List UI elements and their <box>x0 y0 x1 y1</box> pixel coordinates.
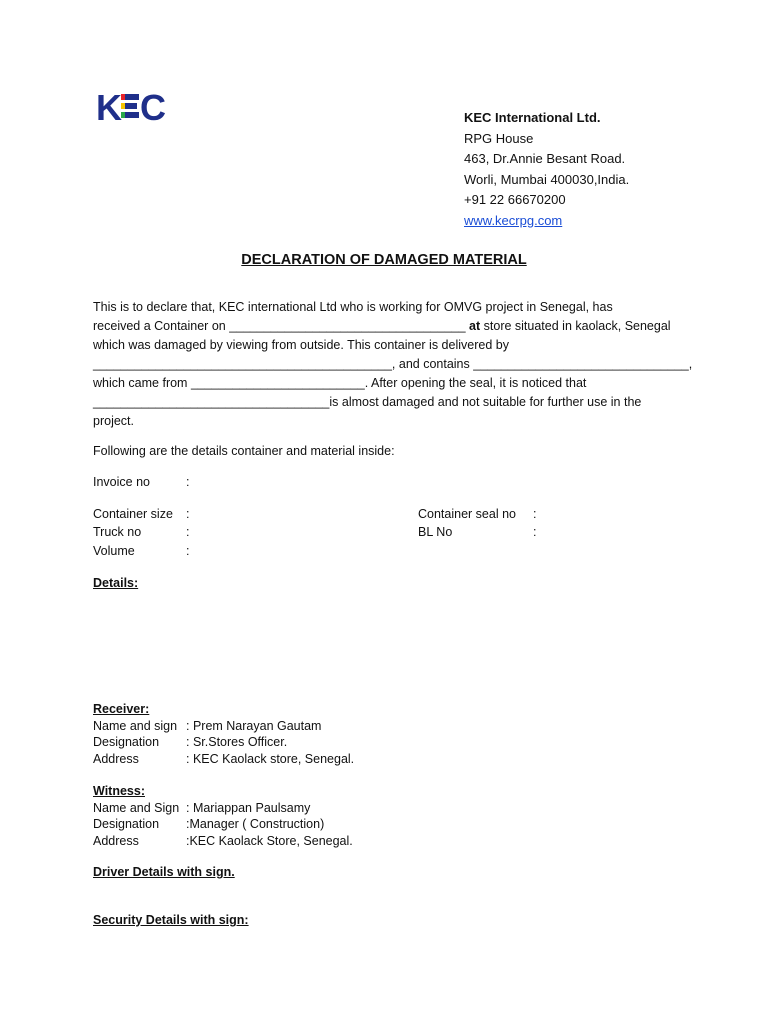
row-label: Designation <box>93 817 160 831</box>
colon: : <box>533 525 537 539</box>
paragraph-line: project. <box>93 414 134 428</box>
paragraph-line: which was damaged by viewing from outside. This container is delivered by <box>93 338 509 352</box>
receiver-section <box>93 701 354 767</box>
address-line: Worli, Mumbai 400030,India. <box>464 171 630 187</box>
receiver-row <box>93 718 354 735</box>
paragraph-line: This is to declare that, KEC international Ltd who is working for OMVG project in Senegal, has <box>93 300 613 314</box>
row-label: Designation <box>93 735 160 749</box>
witness-row <box>93 816 353 833</box>
row-value: : Prem Narayan Gautam <box>186 718 322 733</box>
witness-heading: Witness: <box>93 784 145 798</box>
address-line: RPG House <box>464 130 534 146</box>
row-value: :Manager ( Construction) <box>186 817 325 831</box>
colon: : <box>533 507 537 521</box>
truck-no-label: Truck no <box>93 525 142 539</box>
declaration-paragraph <box>93 298 693 431</box>
bl-no-label: BL No <box>418 525 453 539</box>
invoice-field <box>93 475 189 489</box>
truck-no-field <box>93 525 189 539</box>
paragraph-line: ___________________________________________, and contains _______________________________, <box>93 357 693 371</box>
container-size-field <box>93 507 189 521</box>
row-value: : Sr.Stores Officer. <box>186 735 288 749</box>
colon: : <box>186 525 190 539</box>
container-seal-field <box>418 507 536 521</box>
paragraph-line: which came from _________________________. After opening the seal, it is noticed that <box>93 376 587 390</box>
row-label: Address <box>93 751 139 766</box>
witness-row <box>93 833 353 850</box>
volume-field <box>93 544 189 558</box>
row-label: Name and sign <box>93 718 178 733</box>
witness-section <box>93 783 353 849</box>
container-size-label: Container size <box>93 507 173 521</box>
invoice-label: Invoice no <box>93 475 150 489</box>
svg-text:K: K <box>96 88 120 124</box>
kec-logo <box>96 88 166 124</box>
receiver-row <box>93 751 354 768</box>
paragraph-line: received a Container on __________________________________ at store situated in kaolack, Senegal <box>93 319 671 333</box>
details-heading: Details: <box>93 576 139 590</box>
row-value: : Mariappan Paulsamy <box>186 800 311 815</box>
colon: : <box>186 507 190 521</box>
row-value: :KEC Kaolack Store, Senegal. <box>186 833 353 848</box>
website-link[interactable]: www.kecrpg.com <box>464 212 563 228</box>
bl-no-field <box>418 525 536 539</box>
colon: : <box>186 544 190 558</box>
company-name: KEC International Ltd. <box>464 110 601 125</box>
receiver-row <box>93 734 354 751</box>
row-label: Address <box>93 833 139 848</box>
row-label: Name and Sign <box>93 800 180 815</box>
receiver-heading: Receiver: <box>93 702 150 716</box>
following-text: Following are the details container and material inside: <box>93 444 395 458</box>
bold-at: at <box>469 319 481 333</box>
security-heading: Security Details with sign: <box>93 913 249 927</box>
volume-label: Volume <box>93 544 135 558</box>
company-address <box>464 108 629 231</box>
svg-text:C: C <box>140 88 166 124</box>
document-title: DECLARATION OF DAMAGED MATERIAL <box>241 252 527 268</box>
container-seal-label: Container seal no <box>418 507 516 521</box>
phone-number: +91 22 66670200 <box>464 192 566 207</box>
address-line: 463, Dr.Annie Besant Road. <box>464 151 626 166</box>
colon: : <box>186 475 190 489</box>
paragraph-line: __________________________________is almost damaged and not suitable for further use in the <box>93 395 642 409</box>
row-value: : KEC Kaolack store, Senegal. <box>186 751 355 766</box>
driver-heading: Driver Details with sign. <box>93 865 235 879</box>
witness-row <box>93 800 353 817</box>
